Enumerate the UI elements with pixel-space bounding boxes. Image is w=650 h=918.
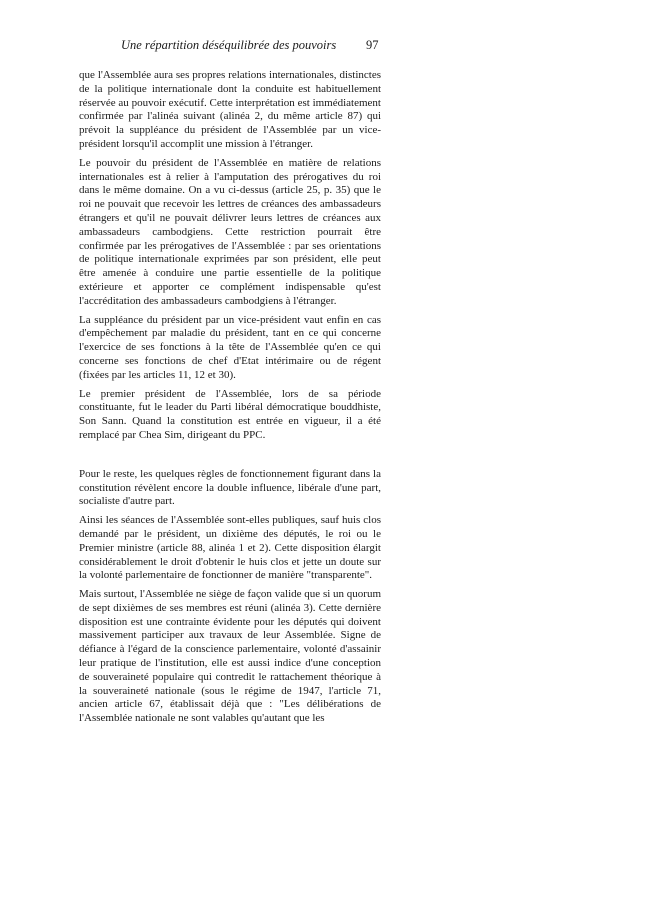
paragraph: Ainsi les séances de l'Assemblée sont-elles publiques, sauf huis clos demandé par le président, un dixième des députés, le roi ou le Premier ministre (article 88, alinéa 1 et 2). Cette disposition élargit considérablement le droit d'obtenir le huis clos et jette un doute sur la volonté parlementaire de fonctionner de manière "transparente". — [79, 514, 381, 582]
paragraph: Pour le reste, les quelques règles de fonctionnement figurant dans la constitution révèlent encore la double influence, libérale d'une part, socialiste d'autre part. — [79, 467, 381, 508]
body-text — [79, 69, 381, 731]
running-title: Une répartition déséquilibrée des pouvoirs — [121, 38, 337, 52]
paragraph: La suppléance du président par un vice-président vaut enfin en cas d'empêchement par maladie du président, tant en ce qui concerne l'exercice de ses fonctions à la tête de l'Assemblée qu'en ce qui concerne ses fonctions de chef d'Etat intérimaire ou de régent (fixées par les articles 11, 12 et 30). — [79, 313, 381, 381]
paragraph: Le premier président de l'Assemblée, lors de sa période constituante, fut le leader du Parti libéral démocratique bouddhiste, Son Sann. Quand la constitution est entrée en vigueur, il a été remplacé par Chea Sim, dirigeant du PPC. — [79, 387, 381, 441]
paragraph: Mais surtout, l'Assemblée ne siège de façon valide que si un quorum de sept dixièmes de ses membres est réuni (alinéa 3). Cette dernière disposition est une contrainte évidente pour les députés qui doivent massivement participer aux travaux de leur Assemblée. Signe de défiance à l'égard de la conscience parlementaire, volonté d'assainir leur pratique de l'institution, elle est aussi indice d'une conception de souveraineté populaire qui contredit le rattachement théorique à la souveraineté nationale (sous le régime de 1947, l'article 71, ancien article 67, établissait déjà que : "Les délibérations de l'Assemblée nationale ne sont valables qu'autant que les — [79, 588, 381, 725]
paragraph: Le pouvoir du président de l'Assemblée en matière de relations internationales est à relier à l'amputation des prérogatives du roi dans le même domaine. On a vu ci-dessus (article 25, p. 35) que le roi ne pouvait que recevoir les lettres de créances des ambassadeurs étrangers et qu'il ne pouvait délivrer leurs lettres de créances aux ambassadeurs cambodgiens. Cette restriction pourrait être confirmée par les prérogatives de l'Assemblée : par ses orientations de politique internationale exprimées par son président, elle peut être amenée à conduire une partie essentielle de la politique extérieure et apporter ce complément indispensable qu'est l'accréditation des ambassadeurs cambodgiens à l'étranger. — [79, 156, 381, 307]
section-break — [79, 448, 381, 468]
page-number: 97 — [366, 38, 379, 52]
paragraph: que l'Assemblée aura ses propres relations internationales, distinctes de la politique internationale dont la conduite est habituellement réservée au pouvoir exécutif. Cette interprétation est immédiatement confirmée par l'alinéa suivant (alinéa 2, du même article 87) qui prévoit la suppléance du président de l'Assemblée par un vice-président lorsqu'il accomplit une mission à l'étranger. — [79, 69, 381, 150]
